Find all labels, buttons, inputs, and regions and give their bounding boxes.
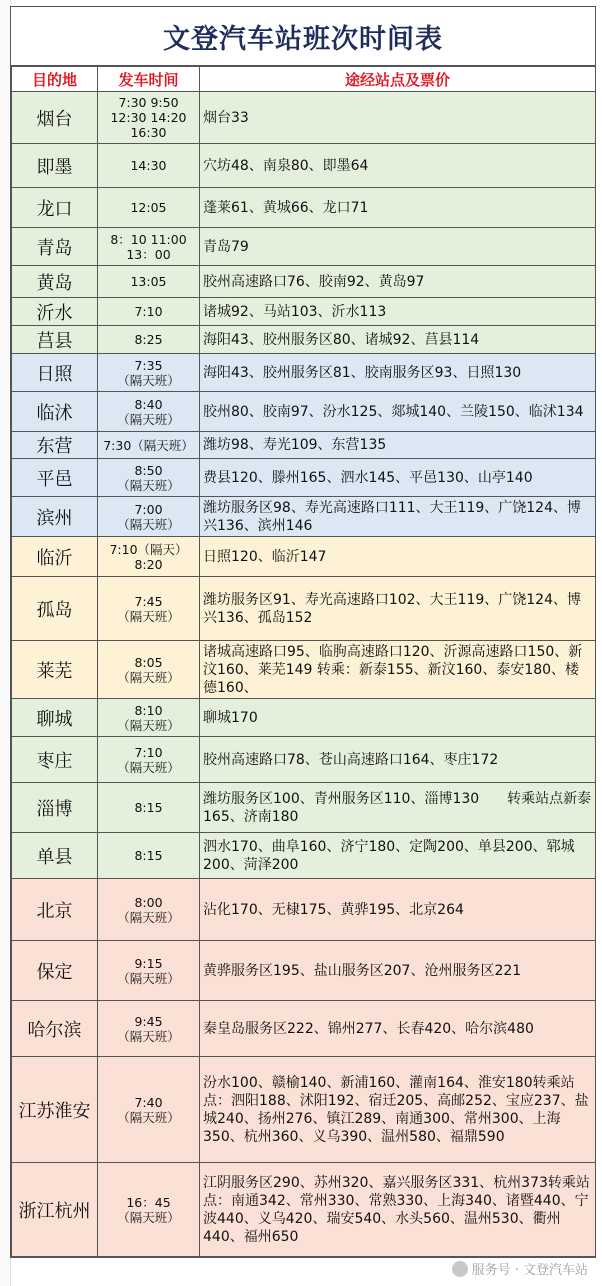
stops-cell: 胶州高速路口78、苍山高速路口164、枣庄172	[200, 737, 596, 783]
stops-cell: 诸城高速路口95、临朐高速路口120、沂源高速路口150、新汶160、莱芜149 转乘：新泰155、新汶160、泰安180、楼德160、	[200, 641, 596, 699]
departure-time-cell: 8:00 （隔天班）	[98, 879, 200, 941]
stops-cell: 青岛79	[200, 228, 596, 266]
destination-cell: 沂水	[12, 298, 98, 326]
departure-time-cell: 7:30 9:50 12:30 14:20 16:30	[98, 92, 200, 144]
departure-time-cell: 14:30	[98, 144, 200, 188]
destination-cell: 临沂	[12, 537, 98, 577]
departure-time-cell: 9:15 （隔天班）	[98, 941, 200, 1001]
table-row	[12, 1001, 596, 1057]
stops-cell: 诸城92、马站103、沂水113	[200, 298, 596, 326]
destination-cell: 即墨	[12, 144, 98, 188]
stops-cell: 海阳43、胶州服务区80、诸城92、莒县114	[200, 326, 596, 354]
stops-cell: 穴坊48、南泉80、即墨64	[200, 144, 596, 188]
stops-cell: 汾水100、赣榆140、新浦160、灌南164、淮安180转乘站点：泗阳188、沭阳192、宿迁205、高邮252、宝应237、盐城240、扬州276、镇江289、南通300、常州300、上海350、杭州360、义乌390、温州580、福鼎590	[200, 1057, 596, 1163]
departure-time-cell: 7:10（隔天） 8:20	[98, 537, 200, 577]
destination-cell: 单县	[12, 833, 98, 879]
header-row	[12, 67, 596, 92]
header-departure-time: 发车时间	[98, 67, 200, 92]
table-row	[12, 577, 596, 641]
schedule-table	[11, 66, 596, 1257]
stops-cell: 胶州高速路口76、胶南92、黄岛97	[200, 266, 596, 298]
destination-cell: 莒县	[12, 326, 98, 354]
table-row	[12, 833, 596, 879]
stops-cell: 聊城170	[200, 699, 596, 737]
stops-cell: 日照120、临沂147	[200, 537, 596, 577]
stops-cell: 费县120、滕州165、泗水145、平邑130、山亭140	[200, 459, 596, 497]
departure-time-cell: 7:30（隔天班）	[98, 432, 200, 459]
destination-cell: 北京	[12, 879, 98, 941]
table-row	[12, 228, 596, 266]
stops-cell: 沾化170、无棣175、黄骅195、北京264	[200, 879, 596, 941]
departure-time-cell: 8:40 （隔天班）	[98, 392, 200, 432]
page-title: 文登汽车站班次时间表	[11, 7, 595, 66]
departure-time-cell: 8:05 （隔天班）	[98, 641, 200, 699]
wechat-icon	[452, 1261, 468, 1277]
departure-time-cell: 7:45 （隔天班）	[98, 577, 200, 641]
destination-cell: 龙口	[12, 188, 98, 228]
departure-time-cell: 7:10	[98, 298, 200, 326]
departure-time-cell: 7:40 （隔天班）	[98, 1057, 200, 1163]
table-row	[12, 497, 596, 537]
departure-time-cell: 8：10 11:00 13：00	[98, 228, 200, 266]
departure-time-cell: 8:10 （隔天班）	[98, 699, 200, 737]
departure-time-cell: 8:50 （隔天班）	[98, 459, 200, 497]
table-row	[12, 879, 596, 941]
watermark	[452, 1259, 588, 1278]
table-row	[12, 92, 596, 144]
destination-cell: 东营	[12, 432, 98, 459]
destination-cell: 烟台	[12, 92, 98, 144]
header-stops-and-fares: 途经站点及票价	[200, 67, 596, 92]
table-row	[12, 188, 596, 228]
stops-cell: 泗水170、曲阜160、济宁180、定陶200、单县200、郓城200、菏泽200	[200, 833, 596, 879]
destination-cell: 淄博	[12, 783, 98, 833]
stops-cell: 蓬莱61、黄城66、龙口71	[200, 188, 596, 228]
departure-time-cell: 8:25	[98, 326, 200, 354]
stops-cell: 烟台33	[200, 92, 596, 144]
departure-time-cell: 13:05	[98, 266, 200, 298]
destination-cell: 江苏淮安	[12, 1057, 98, 1163]
departure-time-cell: 7:10 （隔天班）	[98, 737, 200, 783]
table-row	[12, 1057, 596, 1163]
departure-time-cell: 7:35 （隔天班）	[98, 354, 200, 392]
destination-cell: 平邑	[12, 459, 98, 497]
header-destination: 目的地	[12, 67, 98, 92]
table-row	[12, 941, 596, 1001]
table-row	[12, 432, 596, 459]
stops-cell: 潍坊服务区91、寿光高速路口102、大王119、广饶124、博兴136、孤岛152	[200, 577, 596, 641]
table-row	[12, 144, 596, 188]
stops-cell: 胶州80、胶南97、汾水125、郯城140、兰陵150、临沭134	[200, 392, 596, 432]
destination-cell: 聊城	[12, 699, 98, 737]
destination-cell: 浙江杭州	[12, 1163, 98, 1257]
table-row	[12, 537, 596, 577]
destination-cell: 莱芜	[12, 641, 98, 699]
destination-cell: 日照	[12, 354, 98, 392]
table-row	[12, 1163, 596, 1257]
stops-cell: 海阳43、胶州服务区81、胶南服务区93、日照130	[200, 354, 596, 392]
table-row	[12, 783, 596, 833]
stops-cell: 秦皇岛服务区222、锦州277、长春420、哈尔滨480	[200, 1001, 596, 1057]
table-row	[12, 392, 596, 432]
stops-cell: 潍坊98、寿光109、东营135	[200, 432, 596, 459]
stops-cell: 江阴服务区290、苏州320、嘉兴服务区331、杭州373转乘站点：南通342、常州330、常熟330、上海340、诸暨440、宁波440、义乌420、瑞安540、水头560、温州530、衢州440、福州650	[200, 1163, 596, 1257]
destination-cell: 滨州	[12, 497, 98, 537]
table-row	[12, 641, 596, 699]
destination-cell: 黄岛	[12, 266, 98, 298]
destination-cell: 保定	[12, 941, 98, 1001]
table-row	[12, 459, 596, 497]
table-row	[12, 266, 596, 298]
departure-time-cell: 12:05	[98, 188, 200, 228]
destination-cell: 孤岛	[12, 577, 98, 641]
stops-cell: 潍坊服务区98、寿光高速路口111、大王119、广饶124、博兴136、滨州146	[200, 497, 596, 537]
departure-time-cell: 8:15	[98, 833, 200, 879]
table-row	[12, 354, 596, 392]
departure-time-cell: 8:15	[98, 783, 200, 833]
destination-cell: 临沭	[12, 392, 98, 432]
watermark-text: 服务号 · 文登汽车站	[471, 1263, 588, 1278]
stops-cell: 潍坊服务区100、青州服务区110、淄博130 转乘站点新泰165、济南180	[200, 783, 596, 833]
table-row	[12, 699, 596, 737]
departure-time-cell: 9:45 （隔天班）	[98, 1001, 200, 1057]
destination-cell: 青岛	[12, 228, 98, 266]
destination-cell: 哈尔滨	[12, 1001, 98, 1057]
departure-time-cell: 7:00 （隔天班）	[98, 497, 200, 537]
table-row	[12, 326, 596, 354]
destination-cell: 枣庄	[12, 737, 98, 783]
table-row	[12, 737, 596, 783]
departure-time-cell: 16：45 （隔天班）	[98, 1163, 200, 1257]
schedule-sheet	[10, 6, 596, 1258]
stops-cell: 黄骅服务区195、盐山服务区207、沧州服务区221	[200, 941, 596, 1001]
schedule-rows	[12, 92, 596, 1257]
table-row	[12, 298, 596, 326]
